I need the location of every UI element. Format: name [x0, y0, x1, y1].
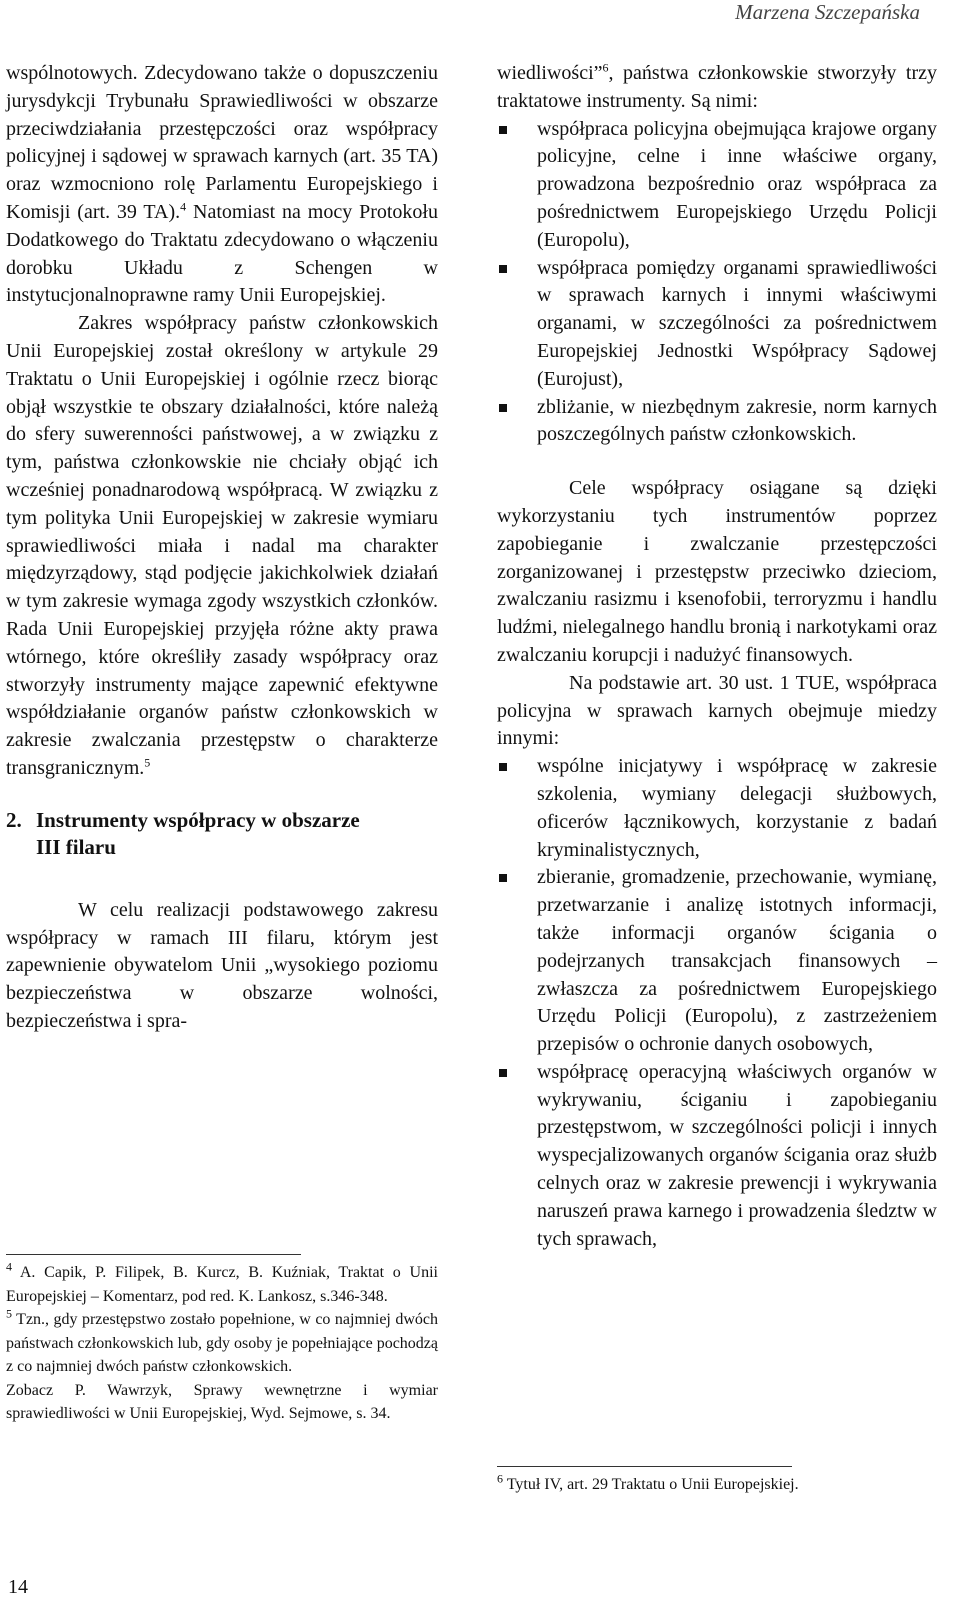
paragraph: W celu realizacji podstawowego zakresu współpracy w ramach III filaru, którym jest zapewnienie obywatelom Unii „wysokiego poziomu bezpieczeństwa w obszarze wolności, bezpieczeństwa i spra-	[6, 898, 438, 1032]
list-item: współpraca pomiędzy organami sprawiedliwości w sprawach karnych i innymi właściwymi organami, w szczególności za pośrednictwem Europejskiej Jednostki Współpracy Sądowej (Eurojust),	[497, 255, 937, 394]
footnote-ref: 4	[180, 199, 187, 214]
list-item: współpraca policyjna obejmująca krajowe organy policyjne, celne i inne właściwe organy, prowadzona bezpośrednio oraz współpraca za pośrednictwem Europejskiego Urzędu Policji (Europolu),	[497, 116, 937, 255]
paragraph: Na podstawie art. 30 ust. 1 TUE, współpraca policyjna w sprawach karnych obejmuje miedzy innymi:	[497, 671, 937, 750]
page-number: 14	[8, 1576, 28, 1598]
footnote-5: $^5$ Tzn., gdy przestępstwo zostało popełnione, w co najmniej dwóch państwach członkowskich lub, gdy osoby je popełniające pochodzą z co najmniej dwóch państw członkowskich.	[6, 1306, 438, 1375]
footnote-rule	[497, 1466, 792, 1467]
list-item: zbieranie, gromadzenie, przechowanie, wymianę, przetwarzanie i analizę istotnych informacji, także informacji organów ścigania o podejrzanych transakcjach finansowych – zwłaszcza za pośrednictwem Europejskiego Urzędu Policji (Europolu), z zastrzeżeniem przepisów o ochronie danych osobowych,	[497, 864, 937, 1059]
footnote-4: $^4$ A. Capik, P. Filipek, B. Kurcz, B. Kuźniak, Traktat o Unii Europejskiej – Komentarz, pod red. K. Lankosz, s.346-348.	[6, 1259, 438, 1305]
paragraph: wspólnotowych. Zdecydowano także o dopuszczeniu jurysdykcji Trybunału Sprawiedliwości w obszarze przeciwdziałania przestępczości oraz współpracy policyjnej i sądowej w sprawach karnych (art. 35 TA) oraz wzmocniono rolę Parlamentu Europejskiego i Komisji (art. 39 TA).$^4$ Natomiast na mocy Protokołu Dodatkowego do Traktatu zdecydowano o włączeniu dorobku Układu z Schengen w instytucjonalnoprawne ramy Unii Europejskiej.	[6, 62, 438, 307]
footnotes-right	[497, 1466, 937, 1496]
paragraph: wiedliwości”$^6$, państwa członkowskie stworzyły trzy traktatowe instrumenty. Są nimi:	[497, 60, 937, 112]
cooperation-list	[497, 753, 937, 1253]
paragraph: Zakres współpracy państw członkowskich Unii Europejskiej został określony w artykule 29 Traktatu o Unii Europejskiej i ogólnie rzecz biorąc objął wszystkie te obszary działalności, które należą do sfery suwerenności państwowej, a w związku z tym, państwa członkowskie nie chciały objąć ich wcześniej ponadnarodową współpracą. W związku z tym polityka Unii Europejskiej w zakresie wymiaru sprawiedliwości miała i nadal ma charakter międzyrządowy, stąd podjęcie jakichkolwiek działań w tym zakresie wymaga zgody wszystkich członków. Rada Unii Europejskiej przyjęła różne akty prawa wtórnego, które określiły zasady współpracy oraz stworzyły instrumenty mające zapewnić efektywne współdziałanie organów państw członkowskich w zakresie zwalczania przestępstw o charakterze transgranicznym.$^5$	[6, 312, 438, 779]
footnotes-left	[6, 1254, 438, 1426]
section-heading: 2. Instrumenty współpracy w obszarze III filaru	[6, 807, 360, 859]
paragraph: Cele współpracy osiągane są dzięki wykorzystaniu tych instrumentów poprzez zapobieganie i zwalczanie przestępczości zorganizowanej i przestępstw przeciwko dzieciom, zwalczaniu rasizmu i ksenofobii, terroryzmu i handlu ludźmi, nielegalnego handlu bronią i narkotykami oraz zwalczaniu korupcji i nadużyć finansowych.	[497, 477, 937, 666]
spacer	[497, 449, 937, 475]
instrument-list	[497, 116, 937, 450]
running-header: Marzena Szczepańska	[735, 0, 920, 24]
list-item: wspólne inicjatywy i współpracę w zakresie szkolenia, wymiany delegacji służbowych, oficerów łącznikowych, korzystanie z badań kryminalistycznych,	[497, 753, 937, 864]
footnote-rule	[6, 1254, 301, 1255]
left-column	[6, 60, 438, 1036]
footnote-6: $^6$ Tytuł IV, art. 29 Traktatu o Unii Europejskiej.	[497, 1471, 799, 1493]
footnote-ref: 5	[144, 755, 151, 770]
right-column	[497, 60, 937, 1253]
footnote-ref: 6	[602, 60, 609, 75]
list-item: współpracę operacyjną właściwych organów w wykrywaniu, ściganiu i zapobieganiu przestępstwom, w szczególności policji i innych wyspecjalizowanych organów ścigania oraz służb celnych oraz w zakresie prewencji i wykrywania naruszeń prawa karnego i prowadzenia śledztw w tych sprawach,	[497, 1059, 937, 1254]
list-item: zbliżanie, w niezbędnym zakresie, norm karnych poszczególnych państw członkowskich.	[497, 394, 937, 450]
footnote-5-extra: Zobacz P. Wawrzyk, Sprawy wewnętrzne i wymiar sprawiedliwości w Unii Europejskiej, Wyd. Sejmowe, s. 34.	[6, 1381, 438, 1422]
